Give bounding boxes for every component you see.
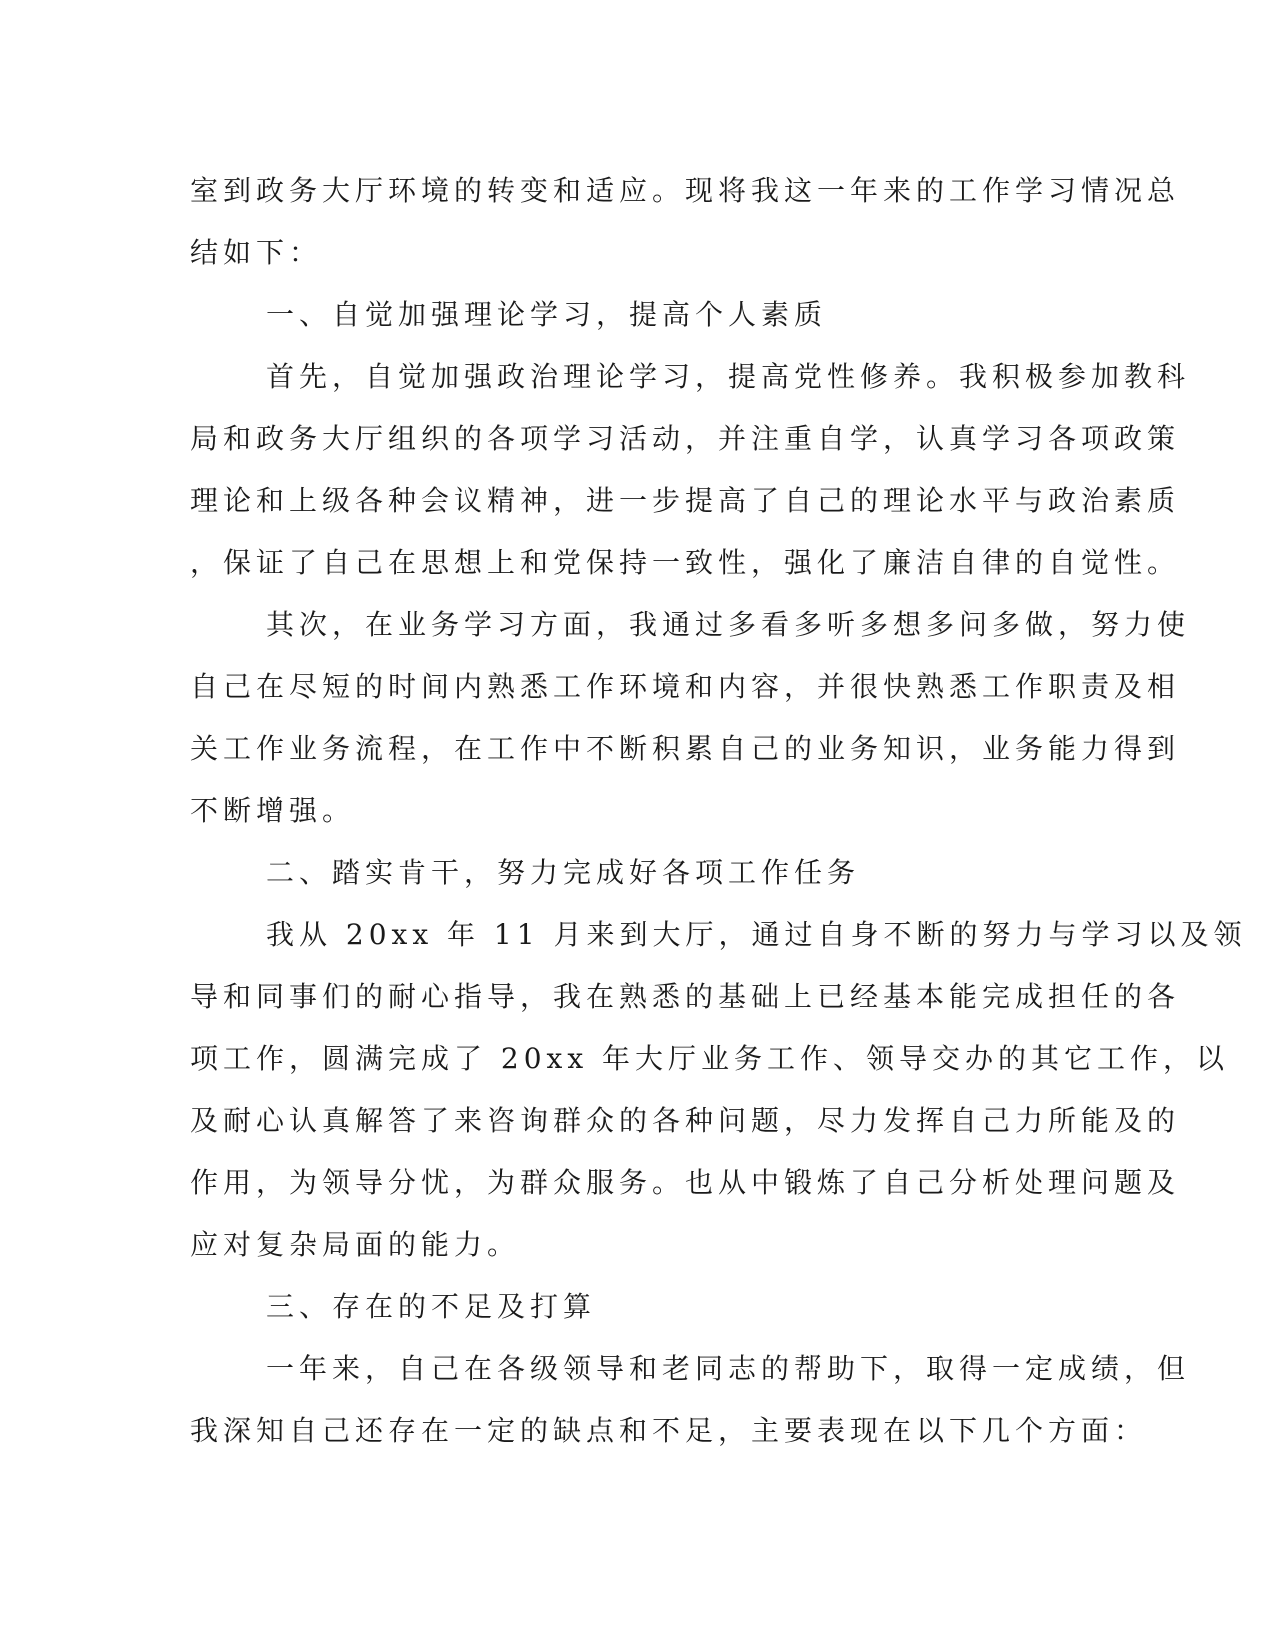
section-heading-1: 一、自觉加强理论学习，提高个人素质 — [266, 298, 828, 331]
paragraph-start: 首先，自觉加强政治理论学习，提高党性修养。我积极参加教科 — [266, 360, 1191, 393]
paragraph-start: 我从 20xx 年 11 月来到大厅，通过自身不断的努力与学习以及领 — [266, 918, 1247, 951]
body-line: 不断增强。 — [190, 794, 356, 827]
body-line: 项工作，圆满完成了 20xx 年大厅业务工作、领导交办的其它工作，以 — [190, 1042, 1230, 1075]
body-line: 导和同事们的耐心指导，我在熟悉的基础上已经基本能完成担任的各 — [190, 980, 1181, 1013]
body-line: 局和政务大厅组织的各项学习活动，并注重自学，认真学习各项政策 — [190, 422, 1181, 455]
section-heading-3: 三、存在的不足及打算 — [266, 1290, 597, 1323]
paragraph-start: 一年来，自己在各级领导和老同志的帮助下，取得一定成绩，但 — [266, 1352, 1191, 1385]
body-line: 及耐心认真解答了来咨询群众的各种问题，尽力发挥自己力所能及的 — [190, 1104, 1181, 1137]
document-body — [190, 160, 1247, 1462]
body-line: 室到政务大厅环境的转变和适应。现将我这一年来的工作学习情况总 — [190, 174, 1181, 207]
body-line: 我深知自己还存在一定的缺点和不足，主要表现在以下几个方面： — [190, 1414, 1148, 1447]
body-line: ，保证了自己在思想上和党保持一致性，强化了廉洁自律的自觉性。 — [190, 546, 1181, 579]
body-line: 理论和上级各种会议精神，进一步提高了自己的理论水平与政治素质 — [190, 484, 1181, 517]
body-line: 结如下： — [190, 236, 323, 269]
body-line: 关工作业务流程，在工作中不断积累自己的业务知识，业务能力得到 — [190, 732, 1181, 765]
body-line: 作用，为领导分忧，为群众服务。也从中锻炼了自己分析处理问题及 — [190, 1166, 1181, 1199]
section-heading-2: 二、踏实肯干，努力完成好各项工作任务 — [266, 856, 861, 889]
paragraph-start: 其次，在业务学习方面，我通过多看多听多想多问多做，努力使 — [266, 608, 1191, 641]
body-line: 应对复杂局面的能力。 — [190, 1228, 521, 1261]
body-line: 自己在尽短的时间内熟悉工作环境和内容，并很快熟悉工作职责及相 — [190, 670, 1181, 703]
